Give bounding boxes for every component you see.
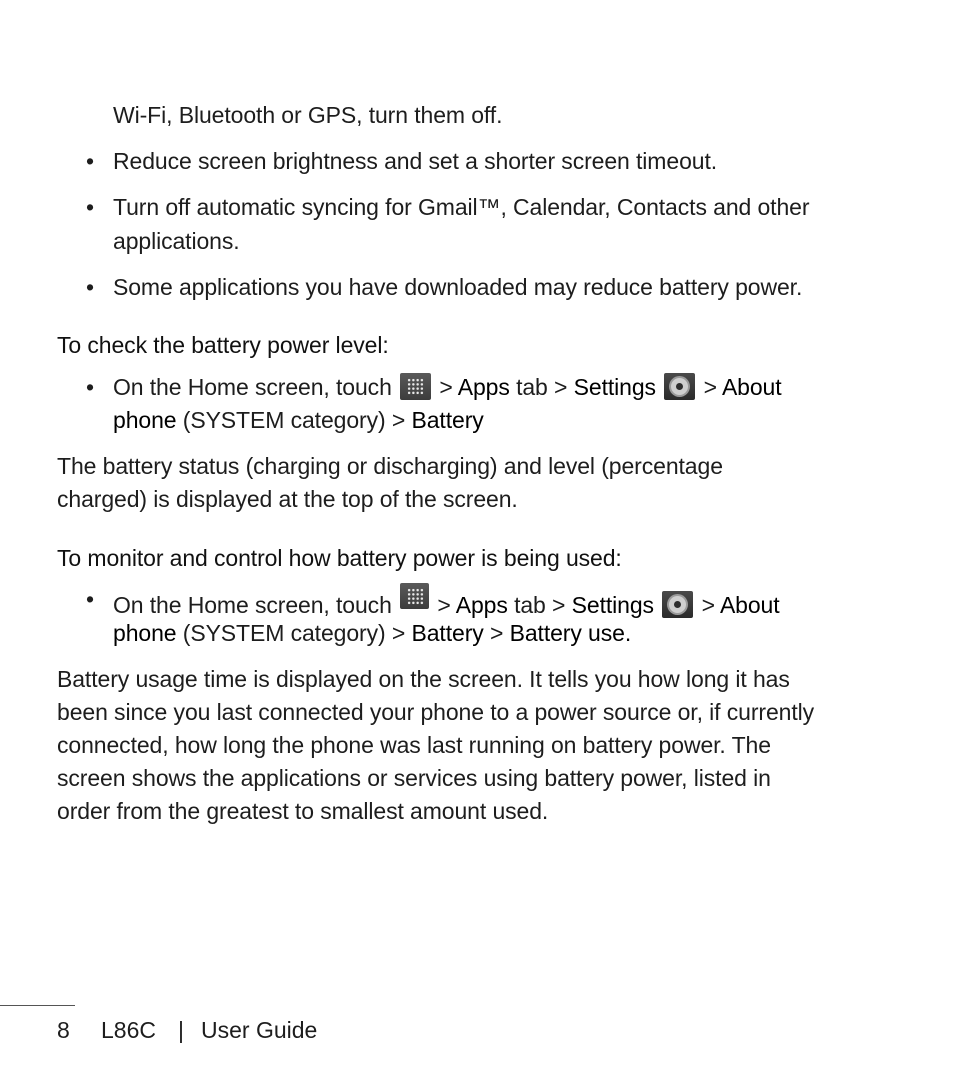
step-text: On the Home screen, touch [113, 592, 392, 618]
bullet-glyph: • [86, 586, 95, 612]
step-text: On the Home screen, touch [113, 374, 392, 400]
apps-grid-icon [400, 583, 429, 609]
section-heading: To monitor and control how battery power is being used: [57, 545, 622, 571]
footer-divider: | [178, 1017, 184, 1043]
about-label: About [721, 374, 782, 400]
phone-label: phone [113, 620, 177, 646]
phone-label: phone [113, 407, 177, 433]
battery-label: Battery [411, 620, 484, 646]
step-text: tab > [514, 592, 566, 618]
settings-gear-icon [662, 591, 693, 618]
battery-use-label: Battery use. [509, 620, 632, 646]
footer-rule [0, 1005, 75, 1006]
bullet-glyph: • [86, 148, 95, 174]
page-number: 8 [57, 1017, 70, 1043]
body-text: screen shows the applications or services using battery power, listed in [57, 765, 771, 791]
body-text: connected, how long the phone was last running on battery power. The [57, 732, 771, 758]
step-text: (SYSTEM category) > [182, 620, 406, 646]
bullet-item: Some applications you have downloaded may reduce battery power. [113, 274, 803, 300]
footer-guide-title: User Guide [201, 1017, 318, 1043]
footer-model: L86C [101, 1017, 156, 1043]
body-text: Wi-Fi, Bluetooth or GPS, turn them off. [113, 102, 503, 128]
step-separator: > [703, 374, 717, 400]
settings-label: Settings [571, 592, 654, 618]
battery-label: Battery [411, 407, 484, 433]
bullet-glyph: • [86, 194, 95, 220]
settings-label: Settings [573, 374, 656, 400]
instruction-step-continuation [113, 404, 484, 437]
bullet-glyph: • [86, 274, 95, 300]
body-text: Battery usage time is displayed on the screen. It tells you how long it has [57, 666, 790, 692]
about-label: About [719, 592, 780, 618]
bullet-item: Reduce screen brightness and set a shorter screen timeout. [113, 148, 718, 174]
step-separator: > [489, 620, 504, 646]
bullet-glyph: • [86, 374, 95, 400]
settings-gear-icon [664, 373, 695, 400]
step-separator: > [439, 374, 453, 400]
step-separator: > [701, 592, 715, 618]
step-separator: > [437, 592, 451, 618]
bullet-item-continuation: applications. [113, 228, 240, 254]
body-text: order from the greatest to smallest amount used. [57, 798, 549, 824]
body-text: The battery status (charging or discharging) and level (percentage [57, 453, 723, 479]
section-heading: To check the battery power level: [57, 332, 389, 358]
apps-label: Apps [455, 592, 508, 618]
apps-label: Apps [457, 374, 510, 400]
instruction-step [113, 371, 782, 404]
step-text: (SYSTEM category) > [182, 407, 406, 433]
body-text: been since you last connected your phone to a power source or, if currently [57, 699, 815, 725]
step-text: tab > [516, 374, 568, 400]
apps-grid-icon [400, 373, 431, 400]
bullet-item: Turn off automatic syncing for Gmail™, Calendar, Contacts and other [113, 194, 810, 220]
instruction-step-continuation [113, 617, 631, 650]
body-text: charged) is displayed at the top of the screen. [57, 486, 518, 512]
